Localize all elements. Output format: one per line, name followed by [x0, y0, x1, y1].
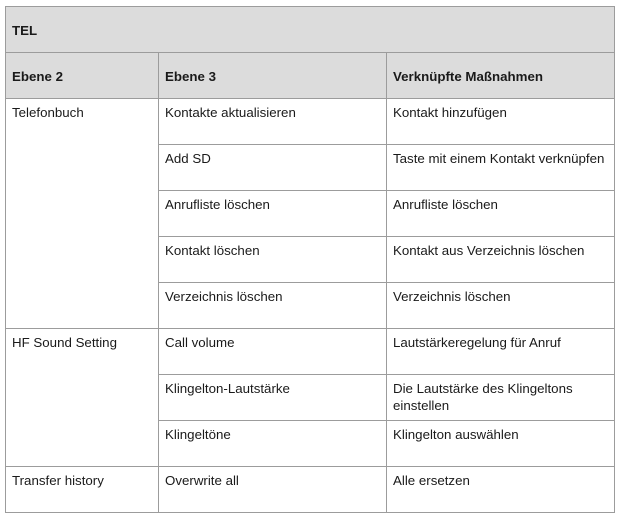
action-cell: Kontakt hinzufügen [387, 99, 615, 145]
table-row [6, 329, 615, 375]
action-cell: Taste mit einem Kontakt verknüpfen [387, 145, 615, 191]
table-row [6, 99, 615, 145]
action-cell: Lautstärkeregelung für Anruf [387, 329, 615, 375]
level2-cell-telefonbuch: Telefonbuch [6, 99, 159, 329]
table-title: TEL [6, 7, 615, 53]
action-cell: Klingelton auswählen [387, 421, 615, 467]
level3-cell: Add SD [159, 145, 387, 191]
level2-cell-transfer-history: Transfer history [6, 467, 159, 513]
level3-cell: Kontakt löschen [159, 237, 387, 283]
level3-cell: Anrufliste löschen [159, 191, 387, 237]
level3-cell: Kontakte aktualisieren [159, 99, 387, 145]
column-header-actions: Verknüpfte Maßnahmen [387, 53, 615, 99]
level3-cell: Verzeichnis löschen [159, 283, 387, 329]
menu-table-container [5, 6, 615, 513]
column-header-level2: Ebene 2 [6, 53, 159, 99]
action-cell: Verzeichnis löschen [387, 283, 615, 329]
level3-cell: Call volume [159, 329, 387, 375]
action-cell: Anrufliste löschen [387, 191, 615, 237]
action-cell: Alle ersetzen [387, 467, 615, 513]
level3-cell: Klingeltöne [159, 421, 387, 467]
action-cell: Die Lautstärke des Klingeltons einstellen [387, 375, 615, 421]
level3-cell: Klingelton-Lautstärke [159, 375, 387, 421]
table-header-row [6, 53, 615, 99]
level3-cell: Overwrite all [159, 467, 387, 513]
tel-menu-table [5, 6, 615, 513]
table-title-row [6, 7, 615, 53]
table-row [6, 467, 615, 513]
column-header-level3: Ebene 3 [159, 53, 387, 99]
level2-cell-hf-sound-setting: HF Sound Setting [6, 329, 159, 467]
action-cell: Kontakt aus Verzeichnis löschen [387, 237, 615, 283]
